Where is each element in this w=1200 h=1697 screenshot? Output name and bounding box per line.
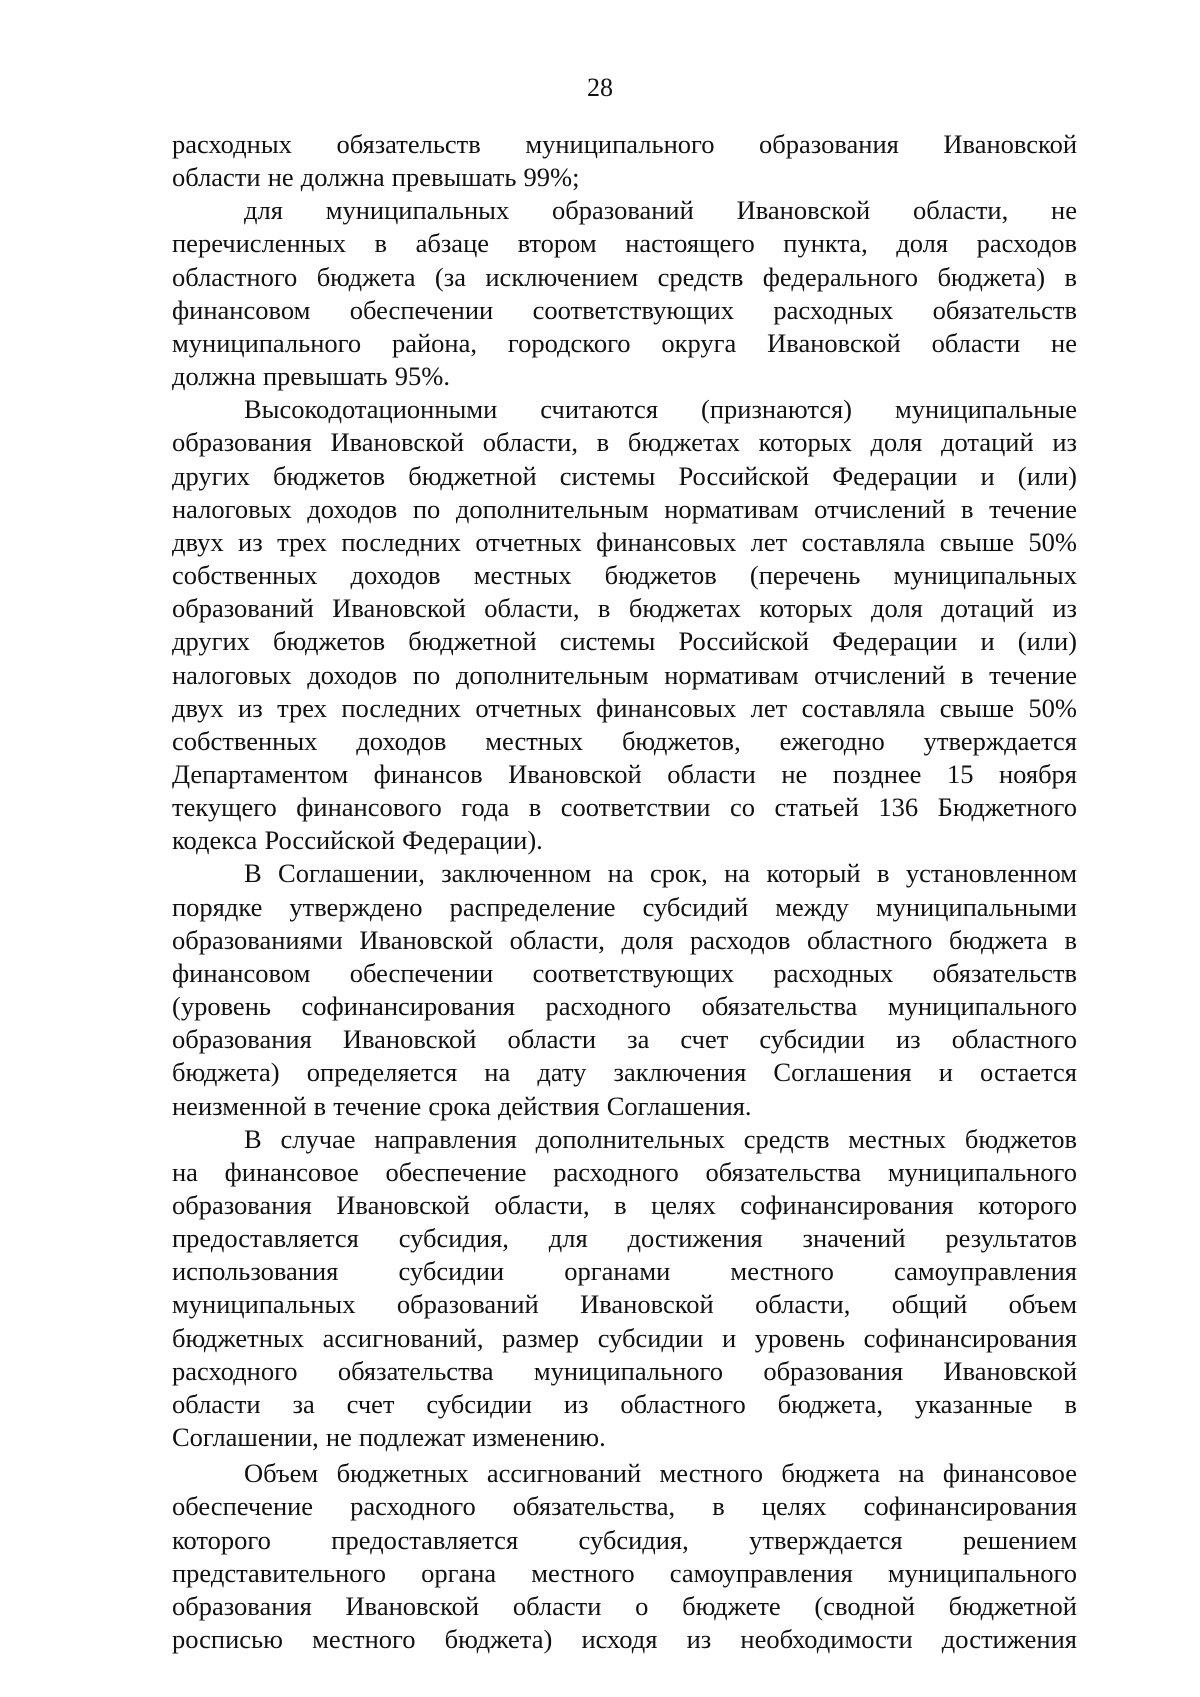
text-line: налоговых доходов по дополнительным нормативам отчислений в течение (172, 659, 1077, 690)
text-line: образования Ивановской области о бюджете (сводной бюджетной (172, 1590, 1077, 1621)
text-line: собственных доходов местных бюджетов, ежегодно утверждается (172, 725, 1077, 756)
text-line: Объем бюджетных ассигнований местного бюджета на финансовое (244, 1458, 1077, 1489)
text-line: В случае направления дополнительных средств местных бюджетов (244, 1123, 1077, 1154)
text-line: расходного обязательства муниципального образования Ивановской (172, 1355, 1077, 1386)
text-line: которого предоставляется субсидия, утверждается решением (172, 1524, 1077, 1555)
text-line: образования Ивановской области, в бюджетах которых доля дотаций из (172, 427, 1077, 458)
text-line: других бюджетов бюджетной системы Российской Федерации и (или) (172, 460, 1077, 491)
page-number: 28 (587, 73, 613, 102)
paragraph-2 (172, 194, 1077, 393)
text-line: образования Ивановской области, в целях софинансирования которого (172, 1190, 1077, 1220)
text-line: области за счет субсидии из областного бюджета, указанные в (172, 1388, 1077, 1419)
text-line: обеспечение расходного обязательства, в целях софинансирования (172, 1491, 1077, 1522)
text-line: порядке утверждено распределение субсидий между муниципальными (172, 891, 1077, 922)
text-line: налоговых доходов по дополнительным нормативам отчислений в течение (172, 493, 1077, 524)
paragraph-4 (172, 857, 1077, 1122)
text-line: представительного органа местного самоуправления муниципального (172, 1557, 1077, 1588)
text-line: Департаментом финансов Ивановской области не позднее 15 ноября (172, 758, 1077, 789)
text-line: предоставляется субсидия, для достижения значений результатов (172, 1223, 1077, 1254)
text-line: муниципальных образований Ивановской области, общий объем (172, 1289, 1077, 1320)
text-line: собственных доходов местных бюджетов (перечень муниципальных (172, 560, 1077, 591)
text-line: на финансовое обеспечение расходного обязательства муниципального (172, 1156, 1077, 1187)
paragraph-3 (172, 393, 1077, 857)
paragraph-6 (172, 1457, 1077, 1656)
text-line: перечисленных в абзаце втором настоящего пункта, доля расходов (172, 228, 1077, 259)
text-line: финансовом обеспечении соответствующих расходных обязательств (172, 294, 1077, 325)
text-line: неизменной в течение срока действия Соглашения. (172, 1090, 752, 1121)
text-line: образований Ивановской области, в бюджетах которых доля дотаций из (172, 593, 1077, 624)
text-line: двух из трех последних отчетных финансовых лет составляла свыше 50% (172, 692, 1077, 723)
text-line: финансовом обеспечении соответствующих расходных обязательств (172, 957, 1077, 988)
text-line: В Соглашении, заключенном на срок, на который в установленном (244, 858, 1077, 889)
text-line: текущего финансового года в соответствии со статьей 136 Бюджетного (172, 792, 1077, 823)
paragraph-1 (172, 128, 1077, 194)
text-line: росписью местного бюджета) исходя из необходимости достижения (172, 1624, 1077, 1655)
text-line: для муниципальных образований Ивановской области, не (244, 195, 1077, 226)
text-line: двух из трех последних отчетных финансовых лет составляла свыше 50% (172, 526, 1077, 557)
text-line: расходных обязательств муниципального образования Ивановской (172, 129, 1077, 159)
text-line: использования субсидии органами местного самоуправления (172, 1256, 1077, 1287)
text-line: образованиями Ивановской области, доля расходов областного бюджета в (172, 924, 1077, 955)
text-line: муниципального района, городского округа Ивановской области не (172, 327, 1077, 358)
text-line: (уровень софинансирования расходного обязательства муниципального (172, 991, 1077, 1022)
text-line: области не должна превышать 99%; (172, 162, 580, 193)
text-line: должна превышать 95%. (172, 361, 450, 392)
text-line: областного бюджета (за исключением средств федерального бюджета) в (172, 261, 1077, 292)
paragraph-5 (172, 1123, 1077, 1455)
text-line: кодекса Российской Федерации). (172, 825, 543, 856)
text-line: бюджетных ассигнований, размер субсидии и уровень софинансирования (172, 1322, 1077, 1353)
text-line: других бюджетов бюджетной системы Российской Федерации и (или) (172, 626, 1077, 657)
document-body (172, 128, 1077, 1656)
text-line: Соглашении, не подлежат изменению. (172, 1422, 606, 1453)
text-line: образования Ивановской области за счет субсидии из областного (172, 1024, 1077, 1055)
text-line: бюджета) определяется на дату заключения Соглашения и остается (172, 1057, 1077, 1088)
text-line: Высокодотационными считаются (признаются) муниципальные (244, 394, 1077, 425)
